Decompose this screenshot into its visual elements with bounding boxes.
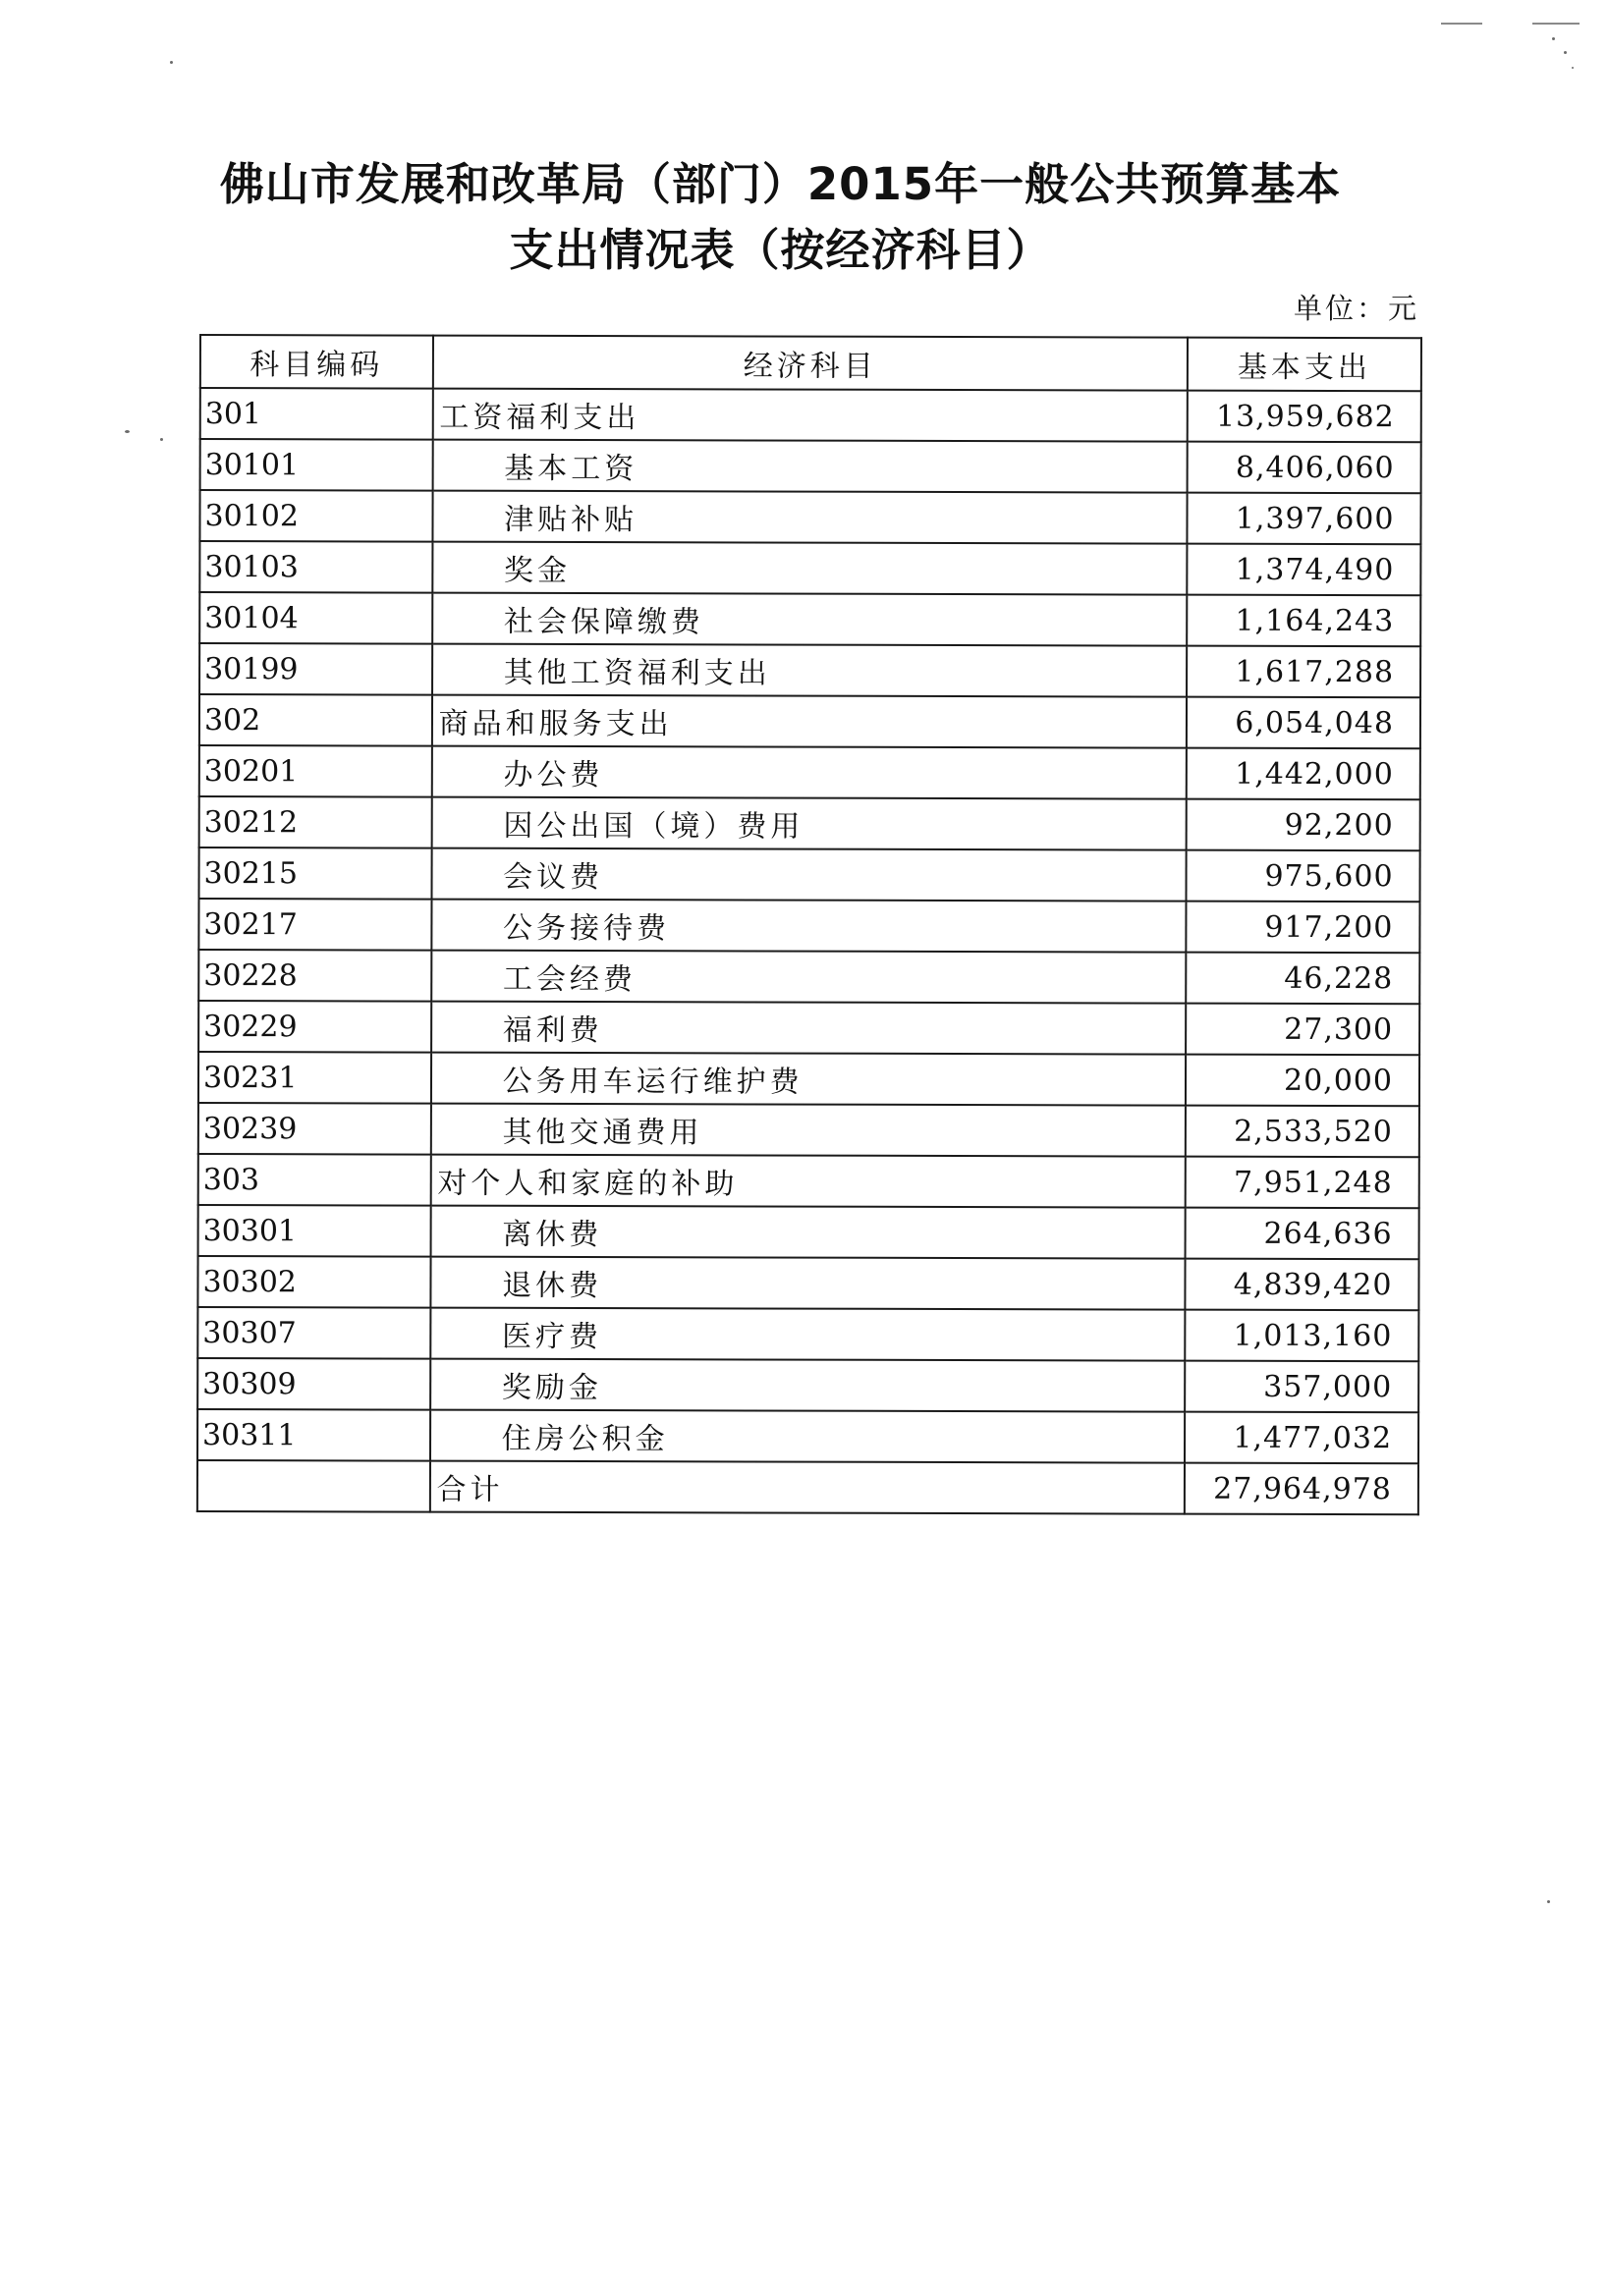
table-row bbox=[198, 1103, 1419, 1157]
cell-code: 30217 bbox=[198, 899, 431, 951]
cell-name: 其他工资福利支出 bbox=[432, 644, 1188, 697]
cell-code: 30104 bbox=[199, 592, 432, 644]
cell-name: 退休费 bbox=[430, 1257, 1186, 1310]
cell-name: 医疗费 bbox=[430, 1308, 1186, 1361]
cell-name: 工资福利支出 bbox=[432, 389, 1188, 442]
scan-speck bbox=[1547, 1900, 1550, 1903]
table-header bbox=[200, 335, 1421, 391]
table-row bbox=[198, 847, 1419, 902]
table-row bbox=[200, 388, 1421, 442]
cell-amount: 264,636 bbox=[1186, 1208, 1419, 1260]
table-row bbox=[199, 745, 1420, 799]
table-row bbox=[198, 1205, 1419, 1259]
cell-code: 30212 bbox=[199, 796, 432, 848]
cell-code: 30102 bbox=[199, 490, 432, 542]
cell-code: 30231 bbox=[198, 1052, 431, 1104]
table-row bbox=[197, 1358, 1418, 1412]
table-row bbox=[197, 1409, 1418, 1463]
cell-code: 30103 bbox=[199, 541, 432, 593]
cell-code: 30229 bbox=[198, 1001, 431, 1053]
cell-name: 对个人和家庭的补助 bbox=[430, 1155, 1186, 1208]
budget-expenditure-table bbox=[196, 334, 1422, 1515]
cell-amount: 8,406,060 bbox=[1188, 442, 1421, 494]
cell-amount: 1,013,160 bbox=[1185, 1310, 1418, 1362]
cell-name: 奖金 bbox=[432, 542, 1188, 595]
unit-label: 单位：元 bbox=[1293, 292, 1419, 325]
cell-amount: 46,228 bbox=[1186, 953, 1419, 1005]
cell-name: 会议费 bbox=[431, 848, 1187, 902]
cell-code bbox=[197, 1460, 430, 1512]
cell-name: 公务接待费 bbox=[431, 900, 1187, 953]
cell-code: 30228 bbox=[198, 950, 431, 1002]
header-code: 科目编码 bbox=[200, 335, 433, 389]
cell-code: 30302 bbox=[197, 1256, 430, 1308]
table-header-row bbox=[200, 335, 1421, 391]
cell-code: 30199 bbox=[199, 643, 432, 695]
cell-amount: 7,951,248 bbox=[1186, 1157, 1419, 1209]
cell-name: 社会保障缴费 bbox=[432, 593, 1188, 646]
cell-name: 福利费 bbox=[431, 1002, 1187, 1055]
table-body bbox=[197, 388, 1421, 1514]
cell-name: 基本工资 bbox=[432, 440, 1188, 493]
page-title-line-2: 支出情况表（按经济科目） bbox=[509, 224, 1052, 276]
cell-amount: 27,964,978 bbox=[1185, 1463, 1418, 1515]
cell-amount: 2,533,520 bbox=[1186, 1106, 1419, 1158]
cell-amount: 1,477,032 bbox=[1185, 1412, 1418, 1464]
cell-amount: 27,300 bbox=[1186, 1004, 1419, 1056]
scan-speck bbox=[1572, 67, 1574, 69]
table-row bbox=[197, 1256, 1418, 1310]
table-row bbox=[199, 796, 1420, 850]
cell-amount: 13,959,682 bbox=[1188, 391, 1421, 443]
scan-speck bbox=[160, 438, 163, 441]
table-row bbox=[199, 490, 1420, 544]
header-amount: 基本支出 bbox=[1188, 338, 1421, 392]
cell-name: 住房公积金 bbox=[430, 1410, 1186, 1463]
scan-mark bbox=[1532, 23, 1580, 25]
table-row bbox=[199, 643, 1420, 697]
cell-amount: 1,442,000 bbox=[1187, 748, 1420, 800]
table-row bbox=[198, 1052, 1419, 1106]
table-row bbox=[198, 1154, 1419, 1208]
cell-name: 工会经费 bbox=[431, 951, 1187, 1004]
cell-amount: 1,397,600 bbox=[1188, 493, 1421, 545]
cell-name: 合计 bbox=[430, 1461, 1186, 1514]
table-row bbox=[199, 541, 1420, 595]
cell-amount: 975,600 bbox=[1187, 850, 1420, 902]
cell-amount: 20,000 bbox=[1186, 1055, 1419, 1107]
page-title-line-1: 佛山市发展和改革局（部门）2015年一般公共预算基本 bbox=[219, 158, 1342, 210]
table-row bbox=[200, 439, 1421, 493]
cell-amount: 1,374,490 bbox=[1187, 544, 1420, 596]
cell-code: 30201 bbox=[199, 745, 432, 797]
table-row bbox=[197, 1460, 1418, 1514]
scan-speck bbox=[1564, 51, 1567, 54]
cell-name: 津贴补贴 bbox=[432, 491, 1188, 544]
cell-amount: 1,617,288 bbox=[1187, 646, 1420, 698]
scan-speck bbox=[1552, 37, 1555, 40]
cell-code: 303 bbox=[198, 1154, 431, 1206]
cell-code: 30239 bbox=[198, 1103, 431, 1155]
scan-speck bbox=[170, 61, 173, 64]
cell-amount: 917,200 bbox=[1186, 902, 1419, 954]
cell-name: 因公出国（境）费用 bbox=[431, 797, 1187, 850]
cell-code: 30215 bbox=[198, 847, 431, 900]
cell-code: 30101 bbox=[200, 439, 433, 491]
cell-amount: 357,000 bbox=[1185, 1361, 1418, 1413]
cell-amount: 92,200 bbox=[1187, 799, 1420, 851]
scan-speck bbox=[125, 430, 130, 433]
cell-name: 办公费 bbox=[431, 746, 1187, 799]
table-row bbox=[198, 1001, 1419, 1055]
cell-amount: 4,839,420 bbox=[1185, 1259, 1418, 1311]
cell-name: 其他交通费用 bbox=[430, 1104, 1186, 1157]
table-row bbox=[197, 1307, 1418, 1361]
cell-name: 公务用车运行维护费 bbox=[431, 1053, 1187, 1106]
cell-code: 30311 bbox=[197, 1409, 430, 1461]
table-row bbox=[198, 899, 1419, 953]
table-row bbox=[198, 950, 1419, 1004]
cell-amount: 6,054,048 bbox=[1187, 697, 1420, 749]
cell-code: 30301 bbox=[198, 1205, 431, 1257]
scan-mark bbox=[1441, 23, 1482, 25]
cell-name: 商品和服务支出 bbox=[432, 695, 1188, 748]
cell-code: 30307 bbox=[197, 1307, 430, 1359]
cell-name: 奖励金 bbox=[430, 1359, 1186, 1412]
cell-amount: 1,164,243 bbox=[1187, 595, 1420, 647]
cell-code: 302 bbox=[199, 694, 432, 746]
table-row bbox=[199, 694, 1420, 748]
cell-name: 离休费 bbox=[430, 1206, 1186, 1259]
table-row bbox=[199, 592, 1420, 646]
cell-code: 301 bbox=[200, 388, 433, 440]
header-name: 经济科目 bbox=[433, 336, 1189, 391]
cell-code: 30309 bbox=[197, 1358, 430, 1410]
